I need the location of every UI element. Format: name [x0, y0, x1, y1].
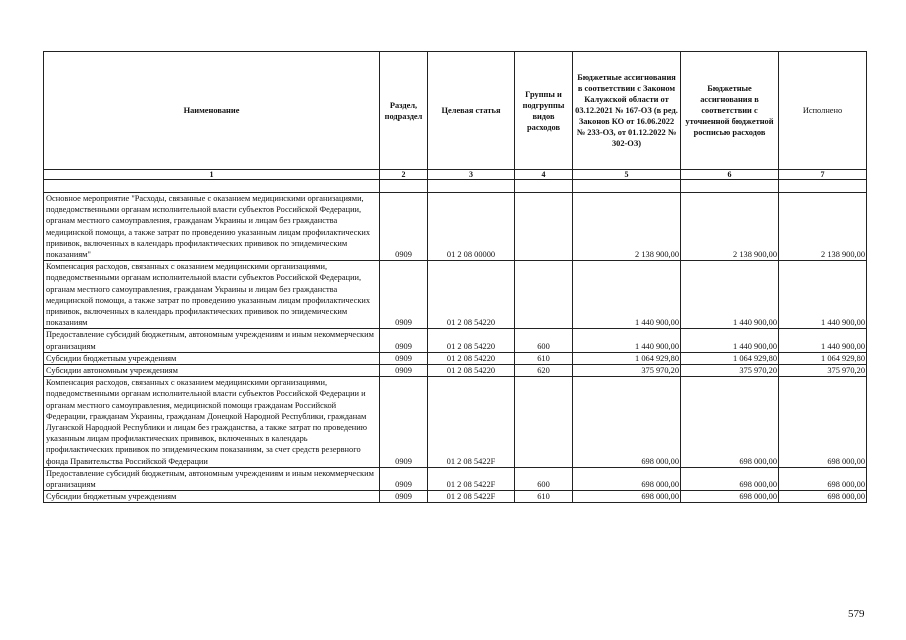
row-executed: 1 064 929,80	[779, 352, 867, 364]
row-name: Предоставление субсидий бюджетным, автономным учреждениям и иным некоммерческим организациям	[44, 329, 380, 352]
table-row	[44, 467, 867, 490]
column-number: 1	[44, 170, 380, 180]
column-number: 7	[779, 170, 867, 180]
row-group	[515, 261, 573, 329]
row-executed: 698 000,00	[779, 377, 867, 468]
blank-cell	[44, 180, 380, 193]
header-group: Группы и подгруппы видов расходов	[515, 52, 573, 170]
table-row	[44, 365, 867, 377]
header-section: Раздел, подраздел	[380, 52, 428, 170]
row-executed: 1 440 900,00	[779, 261, 867, 329]
spacer-row	[44, 180, 867, 193]
row-refined-budget: 1 064 929,80	[681, 352, 779, 364]
table-row	[44, 352, 867, 364]
row-name: Субсидии бюджетным учреждениям	[44, 352, 380, 364]
table-header-row	[44, 52, 867, 170]
row-law-budget: 2 138 900,00	[573, 193, 681, 261]
blank-cell	[779, 180, 867, 193]
row-name: Компенсация расходов, связанных с оказанием медицинскими организациями, подведомственными органам исполнительной власти субъектов Российской Федерации, органам местного самоуправления, гражданам Украины и лицам без гражданства медицинской помощи, а также затрат по проведению указанным лицам профилактических прививок, включенных в календарь профилактических прививок по эпидемическим показаниям	[44, 261, 380, 329]
header-name: Наименование	[44, 52, 380, 170]
column-number: 4	[515, 170, 573, 180]
row-executed: 698 000,00	[779, 467, 867, 490]
row-group: 610	[515, 491, 573, 503]
row-refined-budget: 1 440 900,00	[681, 261, 779, 329]
row-group: 600	[515, 329, 573, 352]
row-law-budget: 698 000,00	[573, 377, 681, 468]
row-executed: 698 000,00	[779, 491, 867, 503]
row-section: 0909	[380, 193, 428, 261]
table-row	[44, 329, 867, 352]
row-law-budget: 1 440 900,00	[573, 261, 681, 329]
blank-cell	[515, 180, 573, 193]
row-refined-budget: 698 000,00	[681, 377, 779, 468]
column-number: 3	[428, 170, 515, 180]
row-section: 0909	[380, 365, 428, 377]
blank-cell	[428, 180, 515, 193]
row-law-budget: 375 970,20	[573, 365, 681, 377]
row-name: Компенсация расходов, связанных с оказанием медицинскими организациями, подведомственными органам исполнительной власти субъектов Российской Федерации и органам местного самоуправления, медицинской помощи гражданам Российской Федерации, гражданам Украины, гражданам Донецкой Народной Республики, гражданам Луганской Народной Республики и лицам без гражданства, а также затрат по проведению указанным лицам профилактических прививок, включенных в календарь профилактических прививок по эпидемическим показаниям, за счет средств резервного фонда Правительства Российской Федерации	[44, 377, 380, 468]
table-row	[44, 193, 867, 261]
row-refined-budget: 698 000,00	[681, 467, 779, 490]
row-group: 610	[515, 352, 573, 364]
row-law-budget: 1 440 900,00	[573, 329, 681, 352]
row-law-budget: 698 000,00	[573, 491, 681, 503]
row-refined-budget: 1 440 900,00	[681, 329, 779, 352]
row-article: 01 2 08 00000	[428, 193, 515, 261]
table-row	[44, 491, 867, 503]
row-group: 620	[515, 365, 573, 377]
blank-cell	[573, 180, 681, 193]
budget-sheet	[43, 51, 866, 503]
row-article: 01 2 08 5422F	[428, 491, 515, 503]
table-row	[44, 261, 867, 329]
row-article: 01 2 08 5422F	[428, 377, 515, 468]
row-article: 01 2 08 54220	[428, 352, 515, 364]
column-number: 6	[681, 170, 779, 180]
blank-cell	[681, 180, 779, 193]
row-executed: 375 970,20	[779, 365, 867, 377]
row-name: Основное мероприятие "Расходы, связанные с оказанием медицинскими организациями, подведомственными органам исполнительной власти субъектов Российской Федерации, органам местного самоуправления, гражданам Украины и лицам без гражданства медицинской помощи, а также затрат по проведению указанным лицам профилактических прививок, включенных в календарь профилактических прививок по эпидемическим показаниям"	[44, 193, 380, 261]
page-number: 579	[848, 608, 865, 620]
header-executed: Исполнено	[779, 52, 867, 170]
row-name: Субсидии бюджетным учреждениям	[44, 491, 380, 503]
header-refined-budget: Бюджетные ассигнования в соответствии с уточненной бюджетной росписью расходов	[681, 52, 779, 170]
row-article: 01 2 08 5422F	[428, 467, 515, 490]
blank-cell	[380, 180, 428, 193]
header-article: Целевая статья	[428, 52, 515, 170]
row-refined-budget: 375 970,20	[681, 365, 779, 377]
header-law-budget: Бюджетные ассигнования в соответствии с Законом Калужской области от 03.12.2021 № 167-ОЗ (в ред. Законов КО от 16.06.2022 № 233-ОЗ, от 01.12.2022 № 302-ОЗ)	[573, 52, 681, 170]
row-name: Субсидии автономным учреждениям	[44, 365, 380, 377]
row-group	[515, 377, 573, 468]
row-article: 01 2 08 54220	[428, 365, 515, 377]
row-group	[515, 193, 573, 261]
row-executed: 1 440 900,00	[779, 329, 867, 352]
row-article: 01 2 08 54220	[428, 329, 515, 352]
row-law-budget: 698 000,00	[573, 467, 681, 490]
budget-table	[43, 51, 867, 503]
row-section: 0909	[380, 352, 428, 364]
column-number: 2	[380, 170, 428, 180]
row-article: 01 2 08 54220	[428, 261, 515, 329]
row-section: 0909	[380, 329, 428, 352]
row-section: 0909	[380, 491, 428, 503]
row-law-budget: 1 064 929,80	[573, 352, 681, 364]
row-section: 0909	[380, 467, 428, 490]
row-group: 600	[515, 467, 573, 490]
table-row	[44, 377, 867, 468]
row-section: 0909	[380, 261, 428, 329]
row-refined-budget: 698 000,00	[681, 491, 779, 503]
row-refined-budget: 2 138 900,00	[681, 193, 779, 261]
row-executed: 2 138 900,00	[779, 193, 867, 261]
column-number-row	[44, 170, 867, 180]
column-number: 5	[573, 170, 681, 180]
row-name: Предоставление субсидий бюджетным, автономным учреждениям и иным некоммерческим организациям	[44, 467, 380, 490]
row-section: 0909	[380, 377, 428, 468]
